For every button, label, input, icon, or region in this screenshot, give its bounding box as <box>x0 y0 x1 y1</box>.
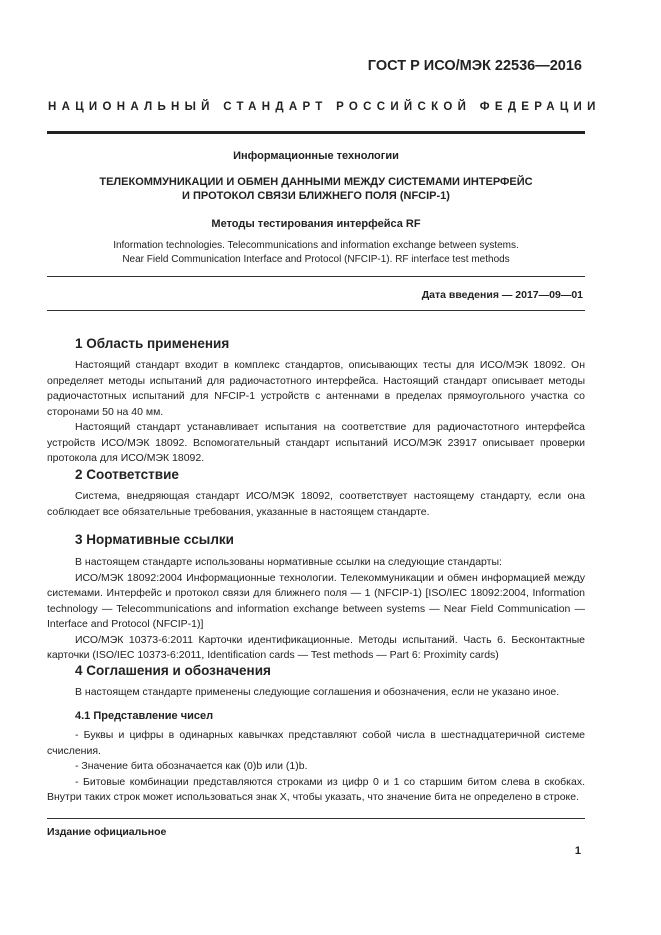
introduction-date: Дата введения — 2017—09—01 <box>421 289 583 301</box>
section-3-reference-2: ИСО/МЭК 10373-6:2011 Карточки идентификационные. Методы испытаний. Часть 6. Бесконтактные карточки (ISO/IEC 10373-6:2011, Identification cards — Test methods — Part 6: Proximity cards) <box>47 633 585 661</box>
page-number: 1 <box>574 845 581 857</box>
section-4-paragraph-1: В настоящем стандарте применены следующие соглашения и обозначения, если не указано иное. <box>75 686 560 698</box>
title-main <box>47 175 585 203</box>
title-english <box>47 239 585 267</box>
section-3-heading: 3 Нормативные ссылки <box>75 532 234 547</box>
subsection-4-1-body <box>47 728 585 806</box>
title-series: Информационные технологии <box>233 150 399 162</box>
header-rule <box>47 131 585 134</box>
section-4-heading: 4 Соглашения и обозначения <box>75 663 271 678</box>
section-4-body <box>47 685 585 701</box>
title-rule-top <box>47 276 585 277</box>
official-edition-label: Издание официальное <box>47 826 167 838</box>
section-3-body <box>47 555 585 664</box>
bullet-bit-strings: - Битовые комбинации представляются строками из цифр 0 и 1 со старшим битом слева в скобках. Внутри таких строк может использоваться знак X, чтобы указать, что значение бита не определено в строке. <box>47 775 585 803</box>
section-2-heading: 2 Соответствие <box>75 467 179 482</box>
section-2-body <box>47 489 585 520</box>
subsection-4-1-heading: 4.1 Представление чисел <box>75 710 214 722</box>
bullet-hex-numbers: - Буквы и цифры в одинарных кавычках представляют собой числа в шестнадцатеричной системе счисления. <box>47 729 585 757</box>
national-standard-banner: НАЦИОНАЛЬНЫЙ СТАНДАРТ РОССИЙСКОЙ ФЕДЕРАЦИИ <box>48 101 601 113</box>
section-1-heading: 1 Область применения <box>75 336 230 351</box>
title-english-line-1: Information technologies. Telecommunications and information exchange between systems. <box>113 240 519 251</box>
title-english-line-2: Near Field Communication Interface and Protocol (NFCIP-1). RF interface test methods <box>122 254 510 265</box>
section-1-body <box>47 358 585 467</box>
section-3-paragraph-1: В настоящем стандарте использованы нормативные ссылки на следующие стандарты: <box>75 556 502 568</box>
section-1-paragraph-2: Настоящий стандарт устанавливает испытания на соответствие для радиочастотного интерфейса устройств ИСО/МЭК 18092. Вспомогательный стандарт испытаний ИСО/МЭК 23917 описывает проверки протокола для ИСО/МЭК 18092. <box>47 421 585 464</box>
bullet-bit-values: - Значение бита обозначается как (0)b или (1)b. <box>75 760 308 772</box>
title-main-line-1: ТЕЛЕКОММУНИКАЦИИ И ОБМЕН ДАННЫМИ МЕЖДУ СИСТЕМАМИ ИНТЕРФЕЙС <box>99 176 533 188</box>
section-2-paragraph-1: Система, внедряющая стандарт ИСО/МЭК 18092, соответствует настоящему стандарту, если она соблюдает все обязательные требования, указанные в настоящем стандарте. <box>47 490 585 518</box>
section-3-reference-1: ИСО/МЭК 18092:2004 Информационные технологии. Телекоммуникации и обмен информацией между системами. Интерфейс и протокол связи для ближнего поля — 1 (NFCIP-1) [ISO/IEC 18092:2004, Information technology — Telecommunications and information exchange between systems — Near Field Communication — Interface and Protocol (NFCIP-1)] <box>47 571 585 630</box>
footer-rule <box>47 818 585 819</box>
document-code: ГОСТ Р ИСО/МЭК 22536—2016 <box>367 58 582 74</box>
title-main-line-2: И ПРОТОКОЛ СВЯЗИ БЛИЖНЕГО ПОЛЯ (NFCIP-1) <box>182 190 450 202</box>
section-1-paragraph-1: Настоящий стандарт входит в комплекс стандартов, описывающих тесты для ИСО/МЭК 18092. Он определяет методы испытаний для радиочастотного интерфейса. Настоящий стандарт описывает методы радиочастотных испытаний для NFCIP-1 устройств с антеннами в пределах прямоугольного участка со сторонами 50 на 40 мм. <box>47 359 585 418</box>
title-methods: Методы тестирования интерфейса RF <box>211 218 421 230</box>
title-rule-bottom <box>47 310 585 311</box>
